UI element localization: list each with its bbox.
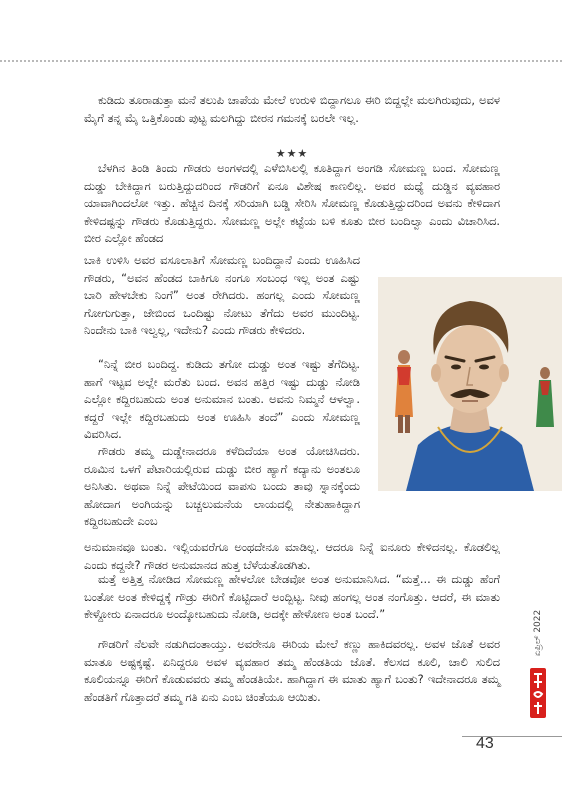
paragraph-text: ಮತ್ತೆ ಅತ್ತಿತ್ತ ನೋಡಿದ ಸೋಮಣ್ಣ ಹೇಳಲೋ ಬೇಡವೋ ಅಂತ ಅನುಮಾನಿಸಿದ. “ಮತ್ತೆ... ಈ ದುಡ್ಡು ಹೆಂಗೆ ಬಂತೋ ಅಂತ ಕೇಳಿದ್ದಕ್ಕೆ ಗೌಡ್ರು ಈರಿಗೆ ಕೊಟ್ಟಿದಾರೆ ಅಂದ್ಬಿಟ್ಟ. ನೀವು ಹಂಗಲ್ಲ ಅಂತ ನಂಗೊತ್ತು. ಆದರೆ, ಈ ಮಾತು ಕೇಳ್ದೋರು ಏನಾದರೂ ಅಂದ್ಕೋಬಹುದು ನೋಡಿ, ಅದಕ್ಕೇ ಹೇಳೋಣ ಅಂತ ಬಂದೆ.”	[84, 572, 500, 622]
paragraph-4	[84, 356, 360, 444]
top-dotted-rule	[0, 60, 562, 62]
portrait-illustration	[378, 277, 562, 491]
issue-date: ಏಪ್ರಿಲ್ 2022	[533, 609, 543, 657]
section-separator: ★★★	[275, 147, 309, 160]
paragraph-7	[84, 636, 500, 706]
page-number: 43	[476, 735, 494, 752]
paragraph-text: “ನಿನ್ನೆ ಬೀರ ಬಂದಿದ್ದ. ಕುಡಿದು ತಗೋ ದುಡ್ಡು ಅಂತ ಇಷ್ಟು ತೆಗೆದಿಟ್ಟ. ಹಾಗೆ ಇಟ್ಟವ ಅಲ್ಲೇ ಮರೆತು ಬಂದ. ಅವನ ಹತ್ತಿರ ಇಷ್ಟು ದುಡ್ಡು ನೋಡಿ ಎಲ್ಲೋ ಕದ್ದಿರಬಹುದು ಅಂತ ಅನುಮಾನ ಬಂತು. ಅವನು ನಿಮ್ಮನೆ ಆಳಲ್ವಾ. ಕದ್ದರೆ ಇಲ್ಲೇ ಕದ್ದಿರಬಹುದು ಅಂತ ಊಹಿಸಿ ತಂದೆ” ಎಂದು ಸೋಮಣ್ಣ ವಿವರಿಸಿದ.	[84, 357, 360, 442]
magazine-logo-icon	[528, 666, 548, 720]
paragraph-text: ಕುಡಿದು ತೂರಾಡುತ್ತಾ ಮನೆ ತಲುಪಿ ಚಾಪೆಯ ಮೇಲೆ ಉರುಳಿ ಬಿದ್ದಾಗಲೂ ಈರಿ ಬಿದ್ದಲ್ಲೇ ಮಲಗಿರುವುದು, ಅವಳ ಮೈಗೆ ತನ್ನ ಮೈ ಒತ್ತಿಕೊಂಡು ಪುಟ್ಟ ಮಲಗಿದ್ದು ಬೀರನ ಗಮನಕ್ಕೆ ಬರಲೇ ಇಲ್ಲ.	[84, 93, 500, 125]
paragraph-text: ಗೌಡರು ತಮ್ಮ ದುಡ್ಡೇನಾದರೂ ಕಳೆದಿದೆಯಾ ಅಂತ ಯೋಚಿಸಿದರು. ರೂಮಿನ ಒಳಗೆ ಪೆಟಾರಿಯಲ್ಲಿರುವ ದುಡ್ಡು ಬೀರ ಹ್ಯಾಗೆ ಕದ್ಯಾನು ಅಂತಲೂ ಅನಿಸಿತು. ಅಥವಾ ನಿನ್ನೆ ಪೇಟೆಯಿಂದ ವಾಪಸು ಬಂದು ತಾವು ಸ್ನಾನಕ್ಕೆಂದು ಹೋದಾಗ ಅಂಗಿಯನ್ನು ಬಚ್ಚಲುಮನೆಯ ಲಾಯದಲ್ಲಿ ನೇತುಹಾಕಿದ್ದಾಗ ಕದ್ದಿರಬಹುದೇ ಎಂಬ	[84, 444, 360, 529]
paragraph-1	[84, 92, 500, 127]
paragraph-3	[84, 252, 360, 340]
magazine-sidebar	[528, 609, 548, 720]
paragraph-text: ಬೆಳಗಿನ ತಿಂಡಿ ತಿಂದು ಗೌಡರು ಅಂಗಳದಲ್ಲಿ ಎಳೆಬಿಸಿಲಲ್ಲಿ ಕೂತಿದ್ದಾಗ ಅಂಗಡಿ ಸೋಮಣ್ಣ ಬಂದ. ಸೋಮಣ್ಣ ದುಡ್ಡು ಬೇಕಿದ್ದಾಗ ಬರುತ್ತಿದ್ದುದರಿಂದ ಗೌಡರಿಗೆ ಏನೂ ವಿಶೇಷ ಕಾಣಲಿಲ್ಲ. ಅವರ ಮಧ್ಯೆ ದುಡ್ಡಿನ ವ್ಯವಹಾರ ಯಾವಾಗಿಂದಲೋ ಇತ್ತು. ಹೆಚ್ಚಿನ ದಿನಕ್ಕೆ ಸರಿಯಾಗಿ ಬಡ್ಡಿ ಸೇರಿಸಿ ಸೋಮಣ್ಣ ಕೊಡುತ್ತಿದ್ದುದರಿಂದ ಅವನು ಕೇಳಿದಾಗ ಕೇಳಿದಷ್ಟನ್ನು ಗೌಡರು ಕೊಡುತ್ತಿದ್ದರು. ಸೋಮಣ್ಣ ಅಲ್ಲೇ ಕಟ್ಟೆಯ ಬಳಿ ಕೂತು ಬೀರ ಬಂದಿಲ್ವಾ ಎಂದು ವಿಚಾರಿಸಿದ. ಬೀರ ಎಲ್ಲೋ ಹೆಂಡದ	[84, 161, 500, 246]
paragraph-6	[84, 571, 500, 624]
paragraph-5	[84, 443, 360, 531]
paragraph-2	[84, 160, 500, 248]
paragraph-text: ಅನುಮಾನವೂ ಬಂತು. ಇಲ್ಲಿಯವರೆಗೂ ಅಂಥದೇನೂ ಮಾಡಿಲ್ಲ. ಆದರೂ ನಿನ್ನೆ ಐನೂರು ಕೇಳಿದನಲ್ಲ. ಕೊಡಲಿಲ್ಲ ಎಂದು ಕದ್ದನೇ? ಗೌಡರ ಅನುಮಾನದ ಹುತ್ತ ಬೆಳೆಯತೊಡಗಿತು.	[84, 540, 500, 572]
paragraph-text: ಬಾಕಿ ಉಳಿಸಿ ಅವರ ವಸೂಲಾತಿಗೆ ಸೋಮಣ್ಣ ಬಂದಿದ್ದಾನೆ ಎಂದು ಊಹಿಸಿದ ಗೌಡರು, “ಅವನ ಹೆಂಡದ ಬಾಕಿಗೂ ನಂಗೂ ಸಂಬಂಧ ಇಲ್ಲ ಅಂತ ಎಷ್ಟು ಬಾರಿ ಹೇಳಬೇಕು ನಿಂಗೆ” ಅಂತ ರೇಗಿದರು. ಹಂಗಲ್ಲ ಎಂದು ಸೋಮಣ್ಣ ಗೋಗುಗುತ್ತಾ, ಜೇಬಿಂದ ಒಂದಿಷ್ಟು ನೋಟು ತೆಗೆದು ಅವರ ಮುಂದಿಟ್ಟ. ನಿಂದೇನು ಬಾಕಿ ಇಲ್ವಲ್ಲ, ಇದೇನು? ಎಂದು ಗೌಡರು ಕೇಳಿದರು.	[84, 253, 360, 338]
portrait-svg	[378, 277, 562, 491]
paragraph-text: ಗೌಡರಿಗೆ ನೆಲವೇ ನಡುಗಿದಂತಾಯ್ತು. ಅವರೇನೂ ಈರಿಯ ಮೇಲೆ ಕಣ್ಣು ಹಾಕಿದವರಲ್ಲ. ಅವಳ ಜೊತೆ ಅವರ ಮಾತೂ ಅಷ್ಟಕ್ಕಷ್ಟೆ. ಏನಿದ್ದರೂ ಅವಳ ವ್ಯವಹಾರ ತಮ್ಮ ಹೆಂಡತಿಯ ಜೊತೆ. ಕೆಲಸದ ಕೂಲಿ, ಚಾಲಿ ಸುಲಿದ ಕೂಲಿಯನ್ನೂ ಈರಿಗೆ ಕೊಡುವವರು ತಮ್ಮ ಹೆಂಡತಿಯೇ. ಹಾಗಿದ್ದಾಗ ಈ ಮಾತು ಹ್ಯಾಗೆ ಬಂತು? ಇದೇನಾದರೂ ತಮ್ಮ ಹೆಂಡತಿಗೆ ಗೊತ್ತಾದರೆ ತಮ್ಮ ಗತಿ ಏನು ಎಂಬ ಚಿಂತೆಯೂ ಆಯಿತು.	[84, 637, 500, 704]
paragraph-5-continued	[84, 539, 500, 574]
